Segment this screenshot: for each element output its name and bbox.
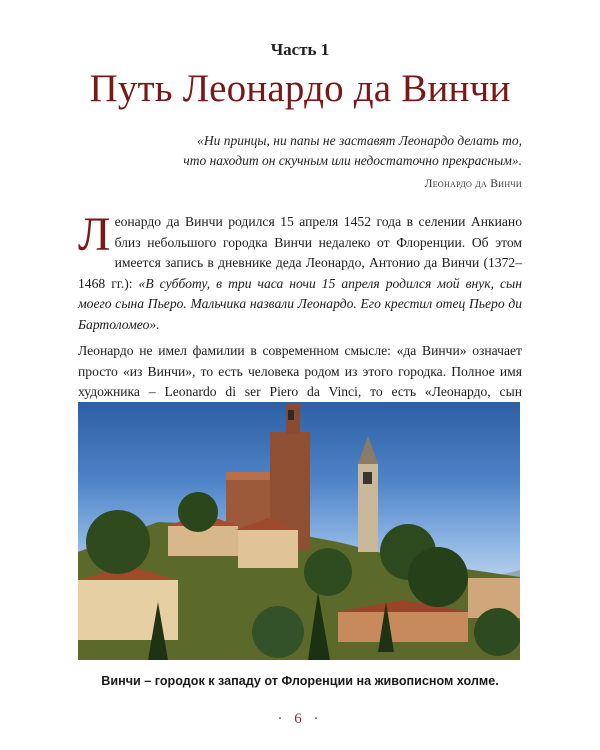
vinci-town-photo [78,402,520,660]
epigraph-line: что находит он скучным или недостаточно прекрасным». [183,153,522,168]
epigraph-author: Леонардо да Винчи [424,178,522,190]
chapter-title: Путь Леонардо да Винчи [89,67,511,110]
drop-cap: Л [78,208,111,261]
paragraph [78,208,523,335]
photo-illustration [78,402,520,660]
paragraph-text: еонардо да Винчи родился 15 апреля 1452 года в селении Анкиано близ небольшого городка Винчи недалеко от Флоренции. Об этом имеется запись в дневнике деда Леонардо, Антонио да Винчи (1372–1468 гг.): [78,214,522,291]
photo-caption: Винчи – городок к западу от Флоренции на живописном холме. [101,674,499,688]
page-number: · 6 · [277,711,323,727]
epigraph-quote [92,131,522,171]
diary-quote: «В субботу, в три часа ночи 15 апреля родился мой внук, сын моего сына Пьеро. Мальчика назвали Леонардо. Его крестил отец Пьеро ди Бартоломео». [78,275,523,332]
part-label: Часть 1 [270,40,330,59]
paragraph-text: Леонардо не имел фамилии в современном смысле: «да Винчи» означает просто «из Винчи», то есть человека родом из этого городка. Полное имя художника – Leonardo di ser Piero da Vinci, то есть «Леонардо, сын [78,343,522,399]
body-text [78,208,523,429]
epigraph-line: «Ни принцы, ни папы не заставят Леонардо делать то, [197,133,522,148]
